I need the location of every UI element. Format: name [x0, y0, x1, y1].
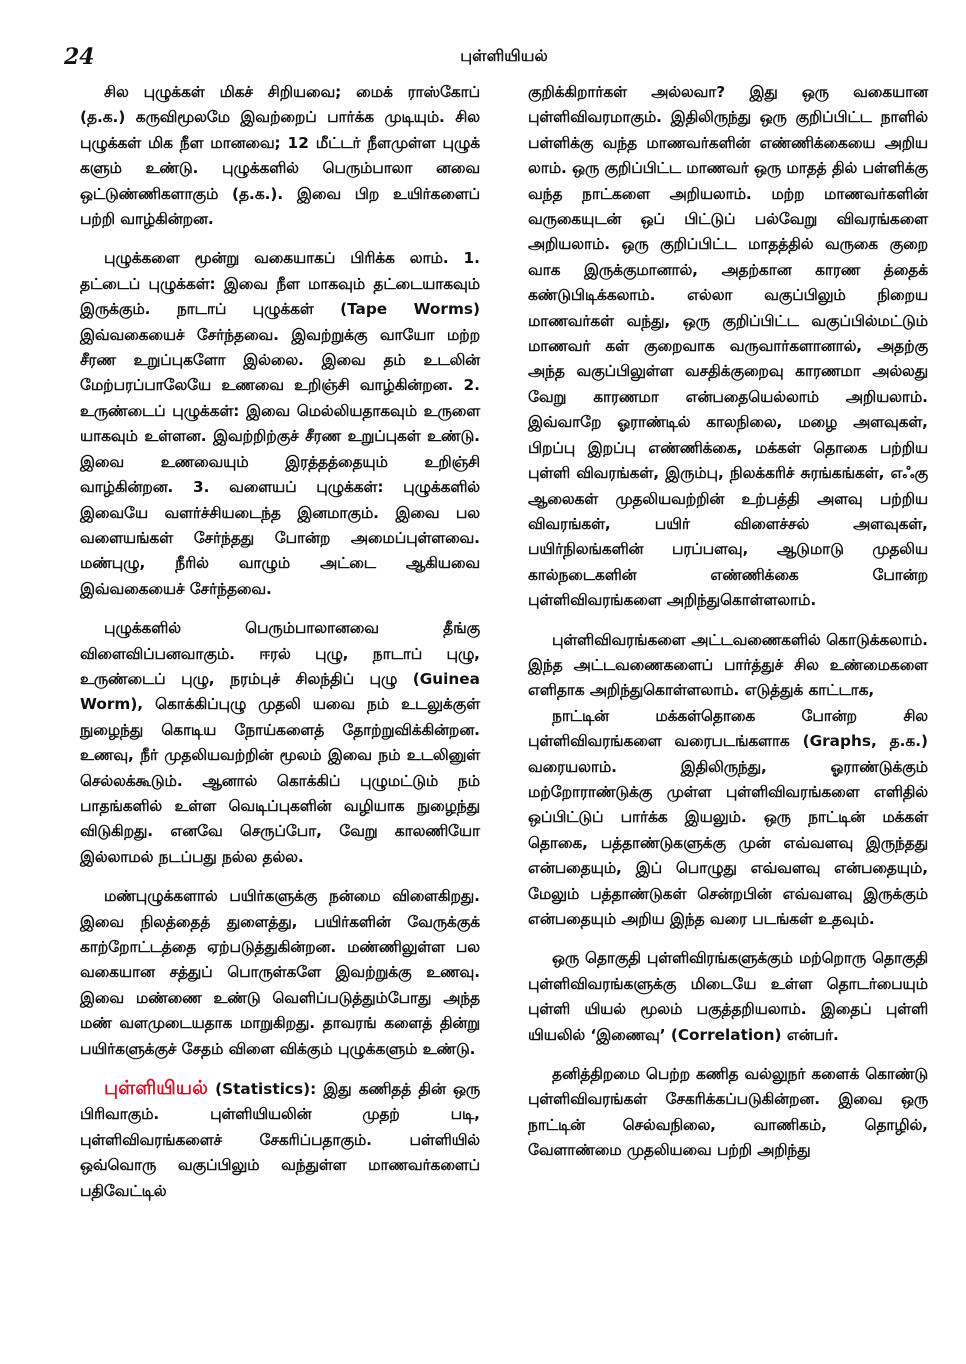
entry-heading-statistics: புள்ளியியல்: [104, 1077, 208, 1100]
text-columns: [80, 80, 928, 1218]
tables-paragraph: புள்ளிவிவரங்களை அட்டவணைகளில் கொடுக்கலாம். இந்த அட்டவணைகளைப் பார்த்துச் சில உண்மைகளை எளிதாக அறிந்துகொள்ளலாம். எடுத்துக் காட்டாக,: [528, 630, 928, 700]
worms-types-paragraph: புழுக்களை மூன்று வகையாகப் பிரிக்க லாம். 1. தட்டைப் புழுக்கள்: இவை நீள மாகவும் தட்டையாகவும் இருக்கும். நாடாப் புழுக்கள் (Tape Worms) இவ்வகையைச் சேர்ந்தவை. இவற்றுக்கு வாயோ மற்ற சீரண உறுப்புகளோ இல்லை. இவை தம் உடலின் மேற்பரப்பாலேயே உணவை உறிஞ்சி வாழ்கின்றன. 2. உருண்டைப் புழுக்கள்: இவை மெல்லியதாகவும் உருளை யாகவும் உள்ளன. இவற்றிற்குச் சீரண உறுப்புகள் உண்டு. இவை உணவையும் இரத்தத்தையும் உறிஞ்சி வாழ்கின்றன. 3. வளையப் புழுக்கள்: புழுக்களில் இவையே வளர்ச்சியடைந்த இனமாகும். இவை பல வளையங்கள் சேர்ந்தது போன்ற அமைப்புள்ளவை. மண்புழு, நீரில் வாழும் அட்டை ஆகியவை இவ்வகையைச் சேர்ந்தவை.: [80, 249, 480, 598]
page-header: [64, 40, 928, 74]
graphs-paragraph: நாட்டின் மக்கள்தொகை போன்ற சில புள்ளிவிவரங்களை வரைபடங்களாக (Graphs, த.க.) வரையலாம். இதிலிருந்து, ஓராண்டுக்கும் மற்றோராண்டுக்கு முள்ள புள்ளிவிவரங்களை எளிதில் ஒப்பிட்டுப் பார்க்க இயலும். ஒரு நாட்டின் மக்கள் தொகை, பத்தாண்டுகளுக்கு முன் எவ்வளவு இருந்தது என்பதையும், இப் பொழுது எவ்வளவு என்பதையும், மேலும் பத்தாண்டுகள் சென்றபின் எவ்வளவு இருக்கும் என்பதையும் அறிய இந்த வரை படங்கள் உதவும்.: [528, 706, 928, 928]
right-column: [528, 80, 928, 1218]
statistics-entry-text: (Statistics): இது கணிதத் தின் ஒரு பிரிவாகும். புள்ளியியலின் முதற் படி, புள்ளிவிவரங்களைச் சேகரிப்பதாகும். பள்ளியில் ஒவ்வொரு வகுப்பிலும் வந்துள்ள மாணவர்களைப் பதிவேட்டில்: [80, 1080, 481, 1200]
correlation-paragraph: ஒரு தொகுதி புள்ளிவிரங்களுக்கும் மற்றொரு தொகுதி புள்ளிவிவரங்களுக்கு மிடையே உள்ள தொடர்பையும் புள்ளி யியல் மூலம் பகுத்தறியலாம். இதைப் புள்ளி யியலில் ‘இணைவு’ (Correlation) என்பர்.: [528, 949, 928, 1044]
worms-size-paragraph: சில புழுக்கள் மிகச் சிறியவை; மைக் ராஸ்கோப் (த.க.) கருவிமூலமே இவற்றைப் பார்க்க முடியும். சில புழுக்கள் மிக நீள மானவை; 12 மீட்டர் நீளமுள்ள புழுக் களும் உண்டு. புழுக்களில் பெரும்பாலா னவை ஒட்டுண்ணிகளாகும் (த.க.). இவை பிற உயிர்களைப் பற்றி வாழ்கின்றன.: [80, 83, 480, 229]
left-column: [80, 80, 480, 1218]
running-title: புள்ளியியல்: [460, 46, 548, 65]
harmful-worms-paragraph: புழுக்களில் பெரும்பாலானவை தீங்கு விளைவிப்பனவாகும். ஈரல் புழு, நாடாப் புழு, உருண்டைப் புழு, நரம்புச் சிலந்திப் புழு (Guinea Worm), கொக்கிப்புழு முதலி யவை நம் உடலுக்குள் நுழைந்து கொடிய நோய்களைத் தோற்றுவிக்கின்றன. உணவு, நீர் முதலியவற்றின் மூலம் இவை நம் உடலினுள் செல்லக்கூடும். ஆனால் கொக்கிப் புழுமட்டும் நம் பாதங்களில் உள்ள வெடிப்புகளின் வழியாக நுழைந்து விடுகிறது. எனவே செருப்போ, வேறு காலணியோ இல்லாமல் நடப்பது நல்ல தல்ல.: [80, 619, 480, 866]
attendance-statistics-paragraph: குறிக்கிறார்கள் அல்லவா? இது ஒரு வகையான புள்ளிவிவரமாகும். இதிலிருந்து ஒரு குறிப்பிட்ட நாளில் பள்ளிக்கு வந்த மாணவர்களின் எண்ணிக்கையை அறிய லாம். ஒரு குறிப்பிட்ட மாணவர் ஒரு மாதத் தில் பள்ளிக்கு வந்த நாட்களை அறியலாம். மற்ற மாணவர்களின் வருகையுடன் ஒப் பிட்டுப் பல்வேறு விவரங்களை அறியலாம். ஒரு குறிப்பிட்ட மாதத்தில் வருகை குறை வாக இருக்குமானால், அதற்கான காரண த்தைக் கண்டுபிடிக்கலாம். எல்லா வகுப்பிலும் நிறைய மாணவர்கள் வந்து, ஒரு குறிப்பிட்ட வகுப்பில்மட்டும் மாணவர் கள் குறைவாக வருவார்களானால், அதற்கு அந்த வகுப்பிலுள்ள வசதிக்குறைவு காரணமா அல்லது வேறு காரணமா என்பதையெல்லாம் அறியலாம். இவ்வாறே ஓராண்டில் காலநிலை, மழை அளவுகள், பிறப்பு இறப்பு எண்ணிக்கை, மக்கள் தொகை பற்றிய புள்ளி விவரங்கள், இரும்பு, நிலக்கரிச் சுரங்கங்கள், எஃகு ஆலைகள் முதலியவற்றின் உற்பத்தி அளவு பற்றிய விவரங்கள், பயிர் விளைச்சல் அளவுகள், பயிர்நிலங்களின் பரப்பளவு, ஆடுமாடு முதலிய கால்நடைகளின் எண்ணிக்கை போன்ற புள்ளிவிவரங்களை அறிந்துகொள்ளலாம்.: [528, 83, 928, 610]
experts-paragraph: தனித்திறமை பெற்ற கணித வல்லுநர் களைக் கொண்டு புள்ளிவிவரங்கள் சேகரிக்கப்படுகின்றன. இவை ஒரு நாட்டின் செல்வநிலை, வாணிகம், தொழில், வேளாண்மை முதலியவை பற்றி அறிந்து: [528, 1065, 928, 1160]
page-number: 24: [64, 44, 95, 70]
statistics-entry-paragraph: [80, 1076, 480, 1204]
earthworm-paragraph: மண்புழுக்களால் பயிர்களுக்கு நன்மை விளைகிறது. இவை நிலத்தைத் துளைத்து, பயிர்களின் வேருக்குக் காற்றோட்டத்தை ஏற்படுத்துகின்றன. மண்ணிலுள்ள பல வகையான சத்துப் பொருள்களே இவற்றுக்கு உணவு. இவை மண்ணை உண்டு வெளிப்படுத்தும்போது அந்த மண் வளமுடையதாக மாறுகிறது. தாவரங் களைத் தின்று பயிர்களுக்குச் சேதம் விளை விக்கும் புழுக்களும் உண்டு.: [80, 887, 480, 1058]
